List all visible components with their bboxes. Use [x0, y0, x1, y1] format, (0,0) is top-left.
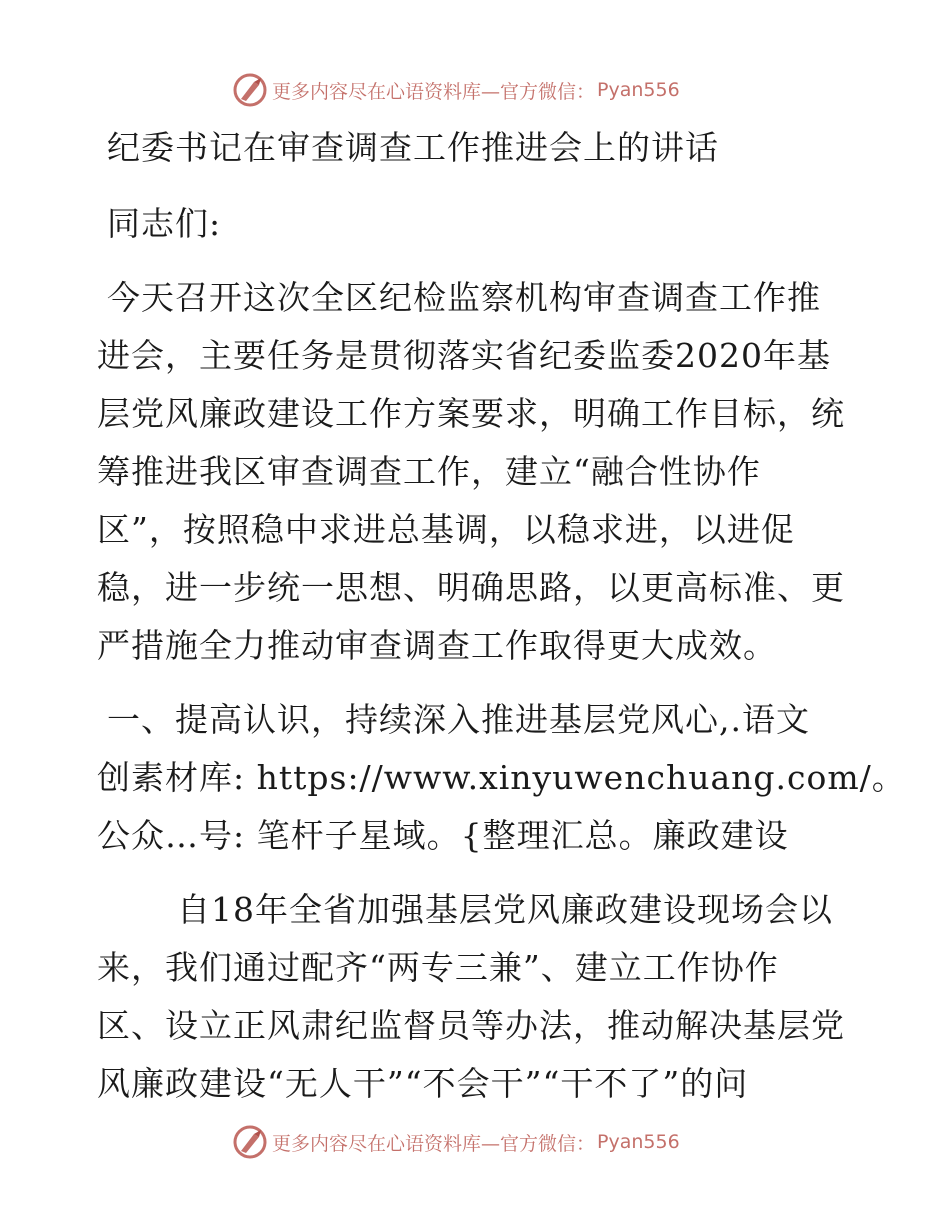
watermark-footer — [232, 1122, 680, 1162]
watermark-text: 更多内容尽在心语资料库—官方微信： — [272, 80, 596, 103]
quill-logo-icon — [232, 1124, 268, 1160]
paragraph-1-line: 严措施全力推动审查调查工作取得更大成效。 — [97, 626, 777, 665]
paragraph-2-line: 风廉政建设“无人干”“不会干”“干不了”的问 — [97, 1064, 749, 1103]
section-heading-line: 创素材库: https://www.xinyuwenchuang.com/。 — [97, 758, 906, 797]
watermark-header — [232, 70, 680, 110]
paragraph-2-line: 自18年全省加强基层党风廉政建设现场会以 — [177, 890, 833, 929]
paragraph-1-line: 层党风廉政建设工作方案要求，明确工作目标，统 — [97, 394, 845, 433]
watermark-handle: Pyan556 — [597, 79, 680, 101]
quill-logo-icon — [232, 72, 268, 108]
section-heading-line: 一、提高认识，持续深入推进基层党风心,.语文 — [107, 700, 810, 739]
paragraph-1-line: 今天召开这次全区纪检监察机构审查调查工作推 — [107, 278, 821, 317]
paragraph-1-line: 筹推进我区审查调查工作，建立“融合性协作 — [97, 452, 761, 491]
section-heading-line: 公众…号: 笔杆子星域。{整理汇总。廉政建设 — [97, 816, 789, 855]
watermark-handle: Pyan556 — [597, 1131, 680, 1153]
paragraph-1-line: 区”，按照稳中求进总基调，以稳求进，以进促 — [97, 510, 795, 549]
document-title: 纪委书记在审查调查工作推进会上的讲话 — [107, 128, 719, 167]
paragraph-2-line: 来，我们通过配齐“两专三兼”、建立工作协作 — [97, 948, 779, 987]
watermark-text: 更多内容尽在心语资料库—官方微信： — [272, 1132, 596, 1155]
paragraph-1-line: 进会，主要任务是贯彻落实省纪委监委2020年基 — [97, 336, 831, 375]
paragraph-2-line: 区、设立正风肃纪监督员等办法，推动解决基层党 — [97, 1006, 845, 1045]
salutation: 同志们: — [107, 204, 222, 243]
paragraph-1-line: 稳，进一步统一思想、明确思路，以更高标准、更 — [97, 568, 845, 607]
